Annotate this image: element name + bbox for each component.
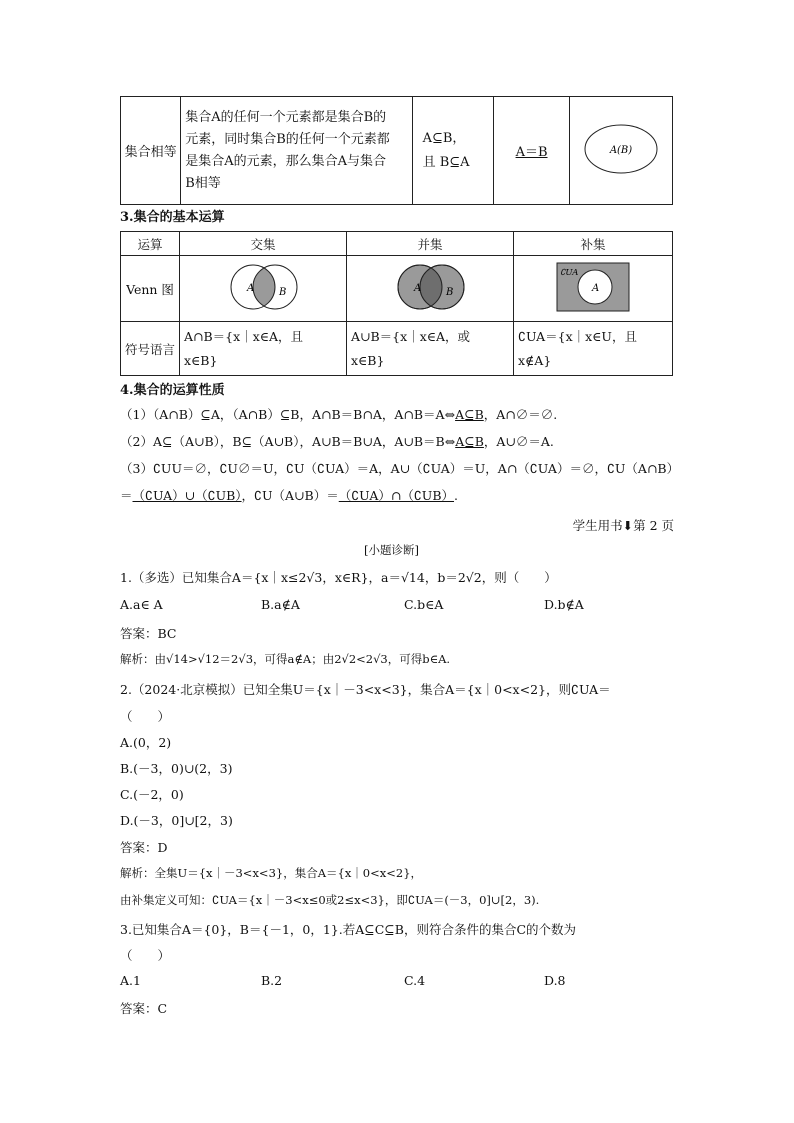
equality-venn-cell [570,97,673,205]
equality-venn-label: A(B) [609,144,633,156]
equality-venn-diagram [571,119,671,179]
q1-stem: 1.（多选）已知集合A＝{x｜x≤2√3，x∈R}，a＝√14，b＝2√2，则（ ） [120,570,557,585]
q2-option-b: B.(－3，0)∪(2，3) [120,761,233,776]
q2-answer: 答案：D [120,840,168,855]
complement-venn-diagram [543,259,643,315]
q1-option-b: B.a∉A [261,597,300,612]
union-symbol: A∪B＝{x｜x∈A，或 x∈B} [347,322,514,376]
set-equality-table [120,96,673,205]
q2-option-d: D.(－3，0]∪[2，3) [120,813,233,828]
complement-venn-cell [514,256,673,322]
property-1: （1）（A∩B）⊆A，（A∩B）⊆B，A∩B＝B∩A，A∩B＝A⇔A⊆B，A∩∅＝∅. [120,407,558,422]
q1-option-c: C.b∈A [404,597,444,612]
complement-label-a: A [592,283,600,294]
label-b: B [279,287,287,298]
section-heading: [小题诊断] [364,543,419,557]
q3-option-b: B.2 [261,973,283,988]
q2-option-c: C.(－2，0) [120,787,184,802]
q2-option-a: A.(0，2) [120,735,172,750]
q3-option-a: A.1 [120,973,141,988]
q1-analysis: 解析：由√14>√12＝2√3，可得a∉A；由2√2<2√3，可得b∈A. [120,652,451,666]
header-intersection: 交集 [180,232,347,256]
header-union: 并集 [347,232,514,256]
union-label-a: A [414,283,422,294]
property-3-line-2: ＝（∁UA）∪（∁UB），∁U（A∪B）＝（∁UA）∩（∁UB）. [120,488,458,503]
equality-notation: A＝B [494,97,570,205]
intersection-venn-diagram [213,259,313,315]
q1-option-d: D.b∉A [544,597,584,612]
union-venn-diagram [380,259,480,315]
q1-option-a: A.a∈ A [120,597,163,612]
q3-option-d: D.8 [544,973,566,988]
q3-answer: 答案：C [120,1001,168,1016]
property-2: （2）A⊆（A∪B），B⊆（A∪B），A∪B＝B∪A，A∪B＝B⇔A⊆B，A∪∅＝A. [120,434,554,449]
q2-stem: 2.（2024·北京模拟）已知全集U＝{x｜－3<x<3}，集合A＝{x｜0<x<2}，则∁UA＝ [120,682,611,697]
q2-analysis-1: 解析：全集U＝{x｜－3<x<3}，集合A＝{x｜0<x<2}， [120,866,423,880]
q3-stem: 3.已知集合A＝{0}，B＝{－1，0，1}.若A⊆C⊆B，则符合条件的集合C的个数为 [120,922,577,937]
union-venn-cell [347,256,514,322]
union-label-b: B [446,287,454,298]
section-3-title: 3.集合的基本运算 [120,210,225,225]
complement-label-u: ∁UA [560,268,579,278]
property-3-line-1: （3）∁UU＝∅，∁U∅＝U，∁U（∁UA）＝A，A∪（∁UA）＝U，A∩（∁UA）＝∅，∁U（A∩B） [120,461,680,476]
q3-option-c: C.4 [404,973,426,988]
section-4-title: 4.集合的运算性质 [120,383,225,398]
equality-symbol: A⊆B， 且 B⊆A [412,97,494,205]
complement-symbol: ∁UA＝{x｜x∈U，且 x∉A} [514,322,673,376]
equality-label: 集合相等 [121,97,181,205]
row-label-symbol: 符号语言 [121,322,180,376]
label-a: A [247,283,255,294]
header-complement: 补集 [514,232,673,256]
q1-answer: 答案：BC [120,626,177,641]
q2-paren: （ ） [120,709,171,724]
q2-analysis-2: 由补集定义可知：∁UA＝{x｜－3<x≤0或2≤x<3}，即∁UA＝(－3，0]∪[2，3). [120,893,540,907]
header-operation: 运算 [121,232,180,256]
intersection-symbol: A∩B＝{x｜x∈A，且 x∈B} [180,322,347,376]
intersection-venn-cell [180,256,347,322]
page-reference: 学生用书⬇第 2 页 [572,518,674,533]
equality-definition: 集合A的任何一个元素都是集合B的 元素，同时集合B的任何一个元素都 是集合A的元素，那么集合A与集合 B相等 [181,97,412,205]
row-label-venn: Venn 图 [121,256,180,322]
q3-paren: （ ） [120,948,171,963]
set-operations-table [120,231,673,376]
